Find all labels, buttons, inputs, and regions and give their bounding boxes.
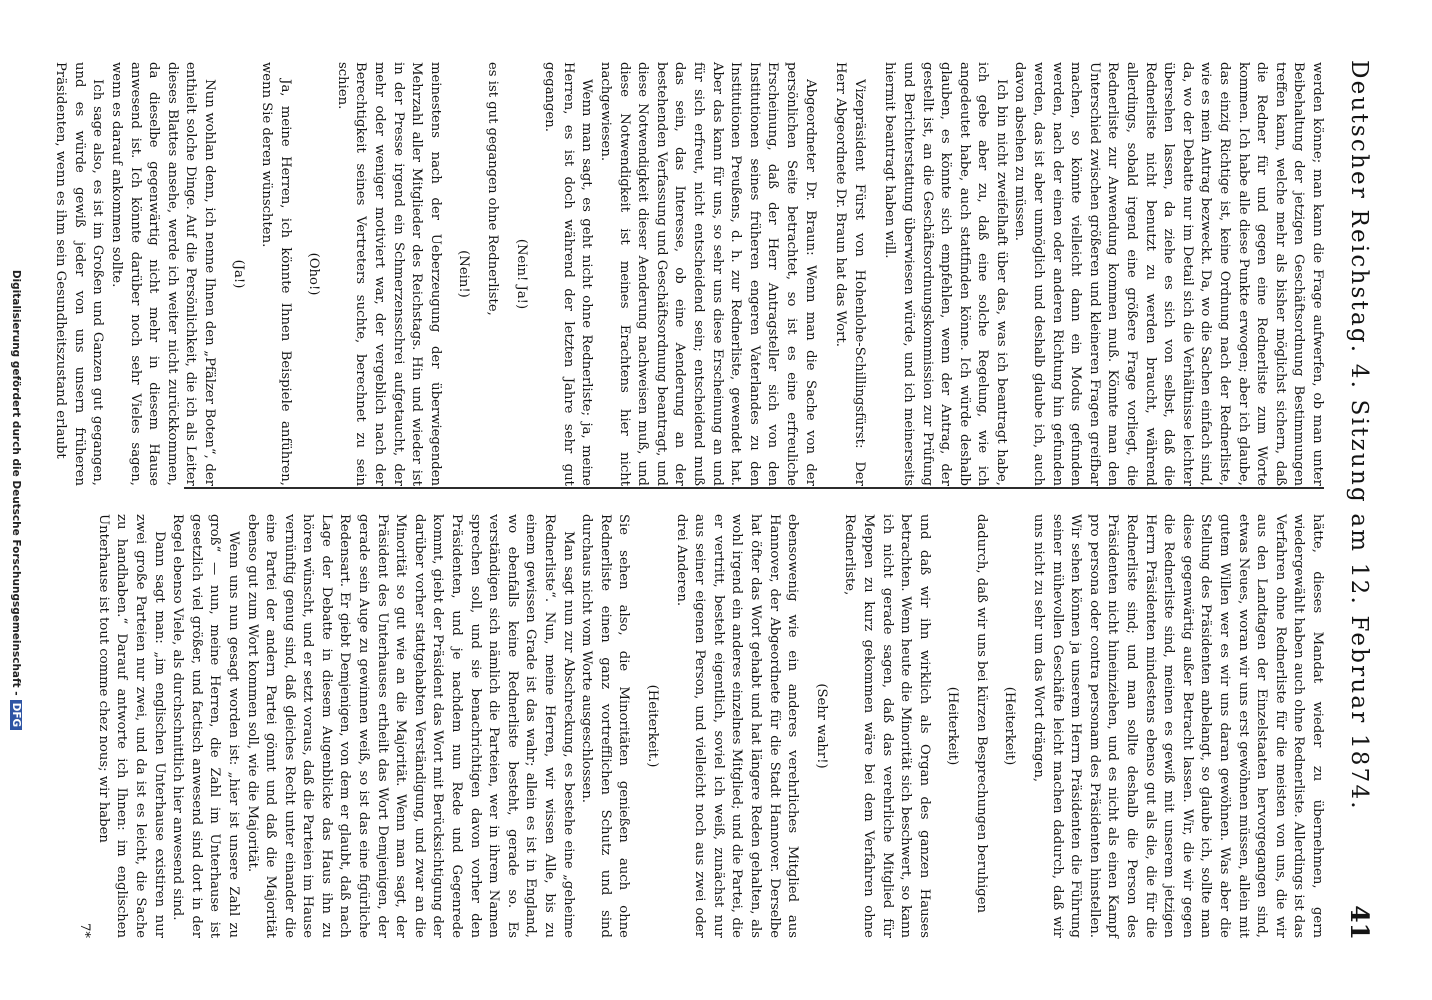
- interjection: (Nein! Ja!): [513, 238, 529, 310]
- paragraph: meinestens nach der Ueberzeugung der überwiegenden Mehrzahl aller Mitglieder des Reichstags. Hin und wieder ist in der Presse irgend ein Schmerzensschrei aufgetaucht, der mehr oder weniger motiviert war, der vergeblich nach der Berechtigkeit seines Vertreters suchte, berechnet zu sein schien.: [334, 62, 443, 486]
- paragraph: dadurch, daß wir uns bei kürzen Besprechungen beruhigen: [973, 514, 989, 914]
- paragraph: und daß wir ihn wirklich als Organ des ganzen Hauses betrachten. Wenn heute die Minorität sich beschwert, so kann ich nicht gerade sagen, daß das verehrliche Mitglied für Meppen zu kurz gekommen wäre bei dem Verfahren ohne Rednerliste,: [842, 514, 932, 938]
- catchword: 7*: [77, 923, 93, 938]
- page-number: 41: [1345, 905, 1374, 940]
- interjection: (Nein!): [456, 250, 472, 298]
- spacer: [868, 62, 880, 486]
- interjection: (Heiterkeit): [945, 686, 961, 766]
- right-column: [75, 514, 1326, 938]
- interjection: (Ja!): [230, 259, 246, 289]
- paragraph: Ja, meine Herren, ich könnte Ihnen Beispiele anführen, wenn Sie deren wünschten.: [259, 62, 293, 486]
- interjection: (Heiterkeit.): [645, 684, 660, 768]
- paragraph: es ist gut gegangen ohne Rednerliste,: [485, 62, 501, 316]
- footer-text: Digitalisierung gefördert durch die Deutsche Forschungsgemeinschaft -: [10, 269, 22, 696]
- interjection: (Sehr wahr!): [813, 683, 829, 769]
- paragraph: Wenn man sagt, es geht nicht ohne Rednerliste; ja, meine Herren, es ist doch während der letzten Jahre sehr gut gegangen.: [542, 62, 595, 486]
- paragraph: Ich bin nicht zweifelhaft über das, was ich beantragt habe, ich gebe aber zu, daß eine solche Regelung, wie ich angedeutet habe, auch stattfinden könne. Ich würde deshalb glauben, es könnte sich empfehlen, wenn der Antrag, der gestellt ist, an die Geschäftsordnungskommission zur Prüfung und Berichterstattung überwiesen würde, und ich meinerseits hiermit beantragt haben will.: [882, 62, 1009, 486]
- paragraph-speaker: Vizepräsident Fürst von Hohenlohe-Schillingsfürst: Der Herr Abgeordnete Dr. Braun hat das Wort.: [833, 62, 867, 486]
- paragraph-speaker: Abgeordneter Dr. Braun: Wenn man die Sache von der persönlichen Seite betrachtet, so ist es eine erfreuliche Erscheinung, daß der Herr Antragsteller sich von den Institutionen seines früheren engeren Vaterlandes zu den Institutionen Preußens, d. h. zur Rednerliste, gewendet hat. Aber das kann für uns, so sehr uns diese Erscheinung an und für sich erfreut, nicht entscheidend sein; entscheidend muß das sein, das Interesse, ob eine Aenderung an der bestehenden Verfassung und Geschäftsordnung beantragt, und diese Notwendigkeit dieser Aenderung nachweisen muß, und diese Notwendigkeit ist meines Erachtens hier nicht nachgewiesen.: [598, 62, 818, 486]
- interjection: (Heiterkeit): [1002, 686, 1018, 766]
- paragraph: Ich sage also, es ist im Großen und Ganzen gut gegangen, und es würde gewiß jeder von uns unsern früheren Präsidenten, wenn es ihm sein Gesundheitszustand erlaubt: [53, 62, 106, 486]
- paragraph: Dann sagt man: „im englischen Unterhause existiren nur zwei große Parteien nur zwei, und da ist es leicht, die Sache zu handhaben.“ Darauf antworte ich Ihnen: im englischen Unterhause ist tout comme chez nous; wir haben: [95, 514, 167, 938]
- paragraph: werden könne; man kann die Frage aufwerfen, ob man unter Beibehaltung der jetzigen Geschäftsordnung Bestimmungen treffen kann, welche mehr als bisher möglichst sichern, daß die Redner für und gegen eine Rednerliste zum Worte kommen. Ich habe alle diese Punkte erwogen; aber ich glaube, das einzig Richtige ist, keine Ordnung nach der Rednerliste, wie es mein Antrag bezweckt. Da, wo die Sachen einfach sind, da, wo der Debatte nur im Detail sich die Verhältnisse leichter übersehen lassen, da ziehe es sich von selbst, daß die Rednerliste nicht benutzt zu werden braucht, während allerdings, sobald irgend eine größere Frage vorliegt, die Rednerliste zur Anwendung kommen muß. Könnte man den Unterschied zwischen größeren und kleineren Fragen greifbar machen, so könnte vielleicht dann ein Modus gefunden werden, nach der einen oder anderen Richtung hin gefunden werden, das ist aber unmöglich und deshalb glaube ich, auch davon absehen zu müssen.: [1012, 62, 1325, 486]
- paragraph: Wenn uns nun gesagt worden ist: „hier ist unsere Zahl zu groß“ — nun, meine Herren, die Zahl im Unterhause ist gesetzlich viel größer, und factisch anwesend sind dort in der Regel ebenso Viele, als durchschnittlich hier anwesend sind.: [170, 514, 241, 938]
- paragraph: hätte, dieses Mandat wieder zu übernehmen, gern wiedergewählt haben auch ohne Rednerliste. Allerdings ist das Verfahren ohne Rednerliste für die meisten von uns, die wir aus den Landtagen der Einzelstaaten hervorgegangen sind, etwas Neues, woran wir uns erst gewöhnen müssen, allein mit gutem Willen wer es wir uns daran gewöhnen. Was aber die Stellung des Präsidenten anbelangt, so glaube ich, sollte man diese gegenwärtig außer Betracht lassen. Wir, die wir gegen die Rednerliste sind, meinen es gewiß mit unserem jetzigen Herrn Präsidenten mindestens ebenso gut als die, die für die Rednerliste sind; und man sollte deshalb die Person des Präsidenten nicht hineinziehen, und es nicht als einen Kampf pro persona oder contra personam des Präsidenten hinstellen. Wir sehen können ja unserem Herrn Präsidenten die Führung seiner mühevollen Geschäfte leicht machen dadurch, daß wir uns nicht zu sehr um das Wort drängen,: [1031, 514, 1325, 938]
- column-divider: [184, 487, 1324, 489]
- paragraph: Sie sehen also, die Minoritäten genießen auch ohne Rednerliste einen ganz vortrefflichen Schutz und sind durchaus nicht vom Worte ausgeschlossen.: [579, 514, 632, 938]
- dfg-logo: DFG: [10, 700, 22, 731]
- spacer: [819, 62, 831, 486]
- paragraph: ebensowenig wie ein anderes verehrliches Mitglied aus Hannover, der Abgeordnete für die Stadt Hannover. Derselbe hat öfter das Wort gehabt und hat längere Reden gehalten, als wohl irgend ein anderes einzelnes Mitglied; und die Partei, die er vertritt, besteht eigentlich, soviel ich weiß, zunächst nur aus seiner eigenen Person, und vielleicht noch aus zwei oder drei Anderen.: [673, 514, 801, 938]
- page-header: [1336, 60, 1376, 940]
- interjection: (Oho!): [306, 252, 322, 296]
- paragraph: Nun wohlan denn, ich nenne Ihnen den „Pfälzer Boten“, der enthielt solche Dinge. Auf die Persönlichkeit, die ich als Leiter dieses Blattes ansehe, werde ich weiter nicht zurückkommen, da dieselbe gegenwärtig nicht mehr in diesem Hause anwesend ist. Ich könnte darüber noch sehr Vieles sagen, wenn es darauf ankommen sollte.: [108, 62, 217, 486]
- header-title: Deutscher Reichstag. 4. Sitzung am 12. Februar 1874.: [1346, 60, 1372, 811]
- digitization-footer: [10, 0, 22, 1000]
- paragraph: Man sagt nun zur Abschreckung, es bestehe eine „geheime Rednerliste“. Nun, meine Herren, wir wissen Alle, bis zu einem gewissen Grade ist das wahr; allein es ist in England, wo ebenfalls keine Rednerliste besteht, gerade so. Es verständigen sich nämlich die Parteien, wer in ihrem Namen sprechen soll, und sie benachrichtigen davon vorher den Präsidenten, und je nachdem nun Rede und Gegenrede kommt, giebt der Präsident das Wort mit Berücksichtigung der darüber vorher stattgehabten Verständigung, und zwar an die Minorität so gut wie an die Majorität. Wenn man sagt, der Präsident des Unterhauses ertheilt das Wort Demjenigen, der gerade sein Auge zu gewinnen weiß, so ist das eine figürliche Redensart. Er giebt Demjenigen, von dem er glaubt, daß nach Lage der Debatte in diesem Augenblicke das Haus ihn zu hören wünscht, und er setzt voraus, daß die Parteien im Hause vernünftig genug sind, daß gleiches Recht unter einander die eine Partei der andern Partei gönnt und daß die Majorität ebenso gut zum Wort kommen soll, wie die Majorität.: [244, 514, 576, 938]
- left-column: [51, 62, 1326, 486]
